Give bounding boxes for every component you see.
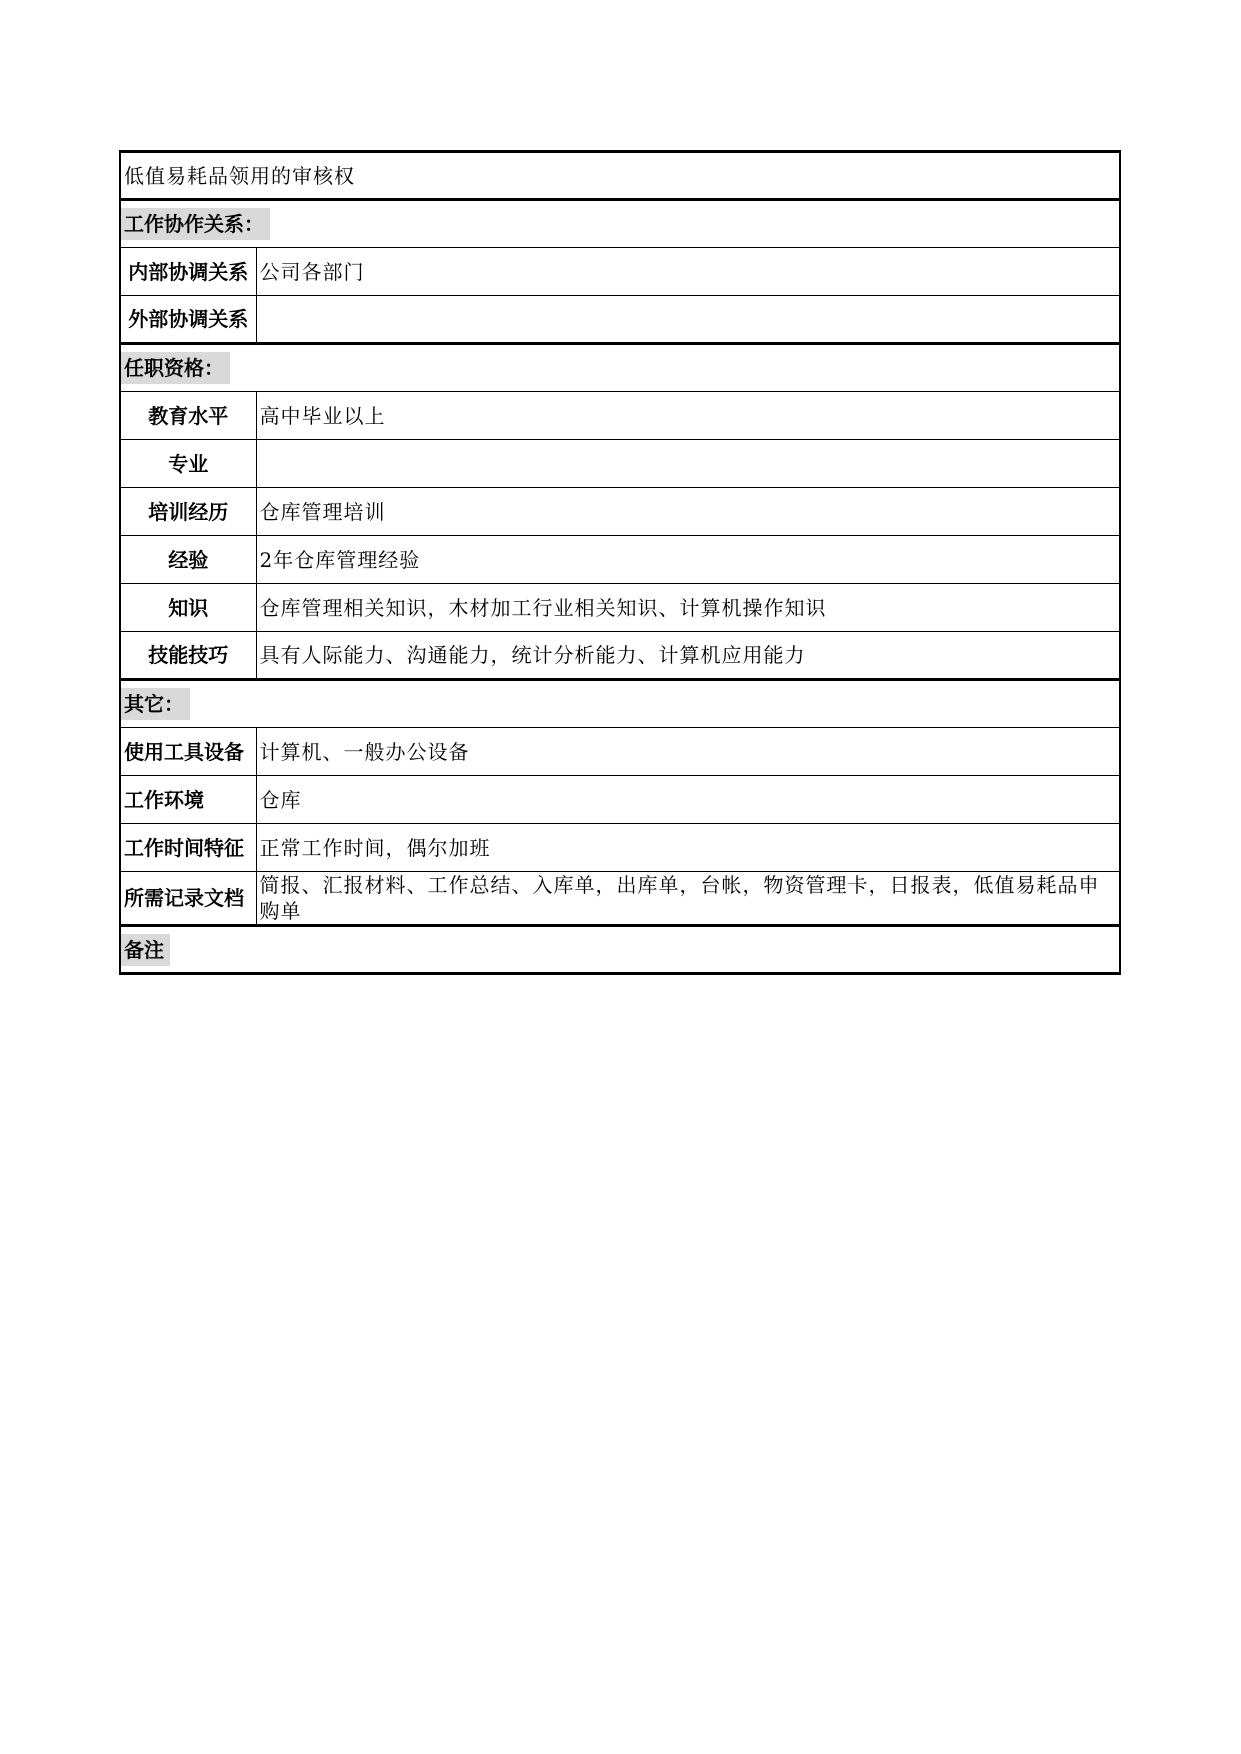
section-title-other: 其它： bbox=[121, 688, 190, 720]
section-title-cooperation: 工作协作关系： bbox=[121, 208, 270, 240]
row-value-major bbox=[256, 440, 1120, 488]
table-row bbox=[120, 824, 1120, 872]
row-value-work-time: 正常工作时间，偶尔加班 bbox=[256, 824, 1120, 872]
row-label-education: 教育水平 bbox=[120, 392, 256, 440]
section-other bbox=[120, 680, 1120, 728]
row-label-knowledge: 知识 bbox=[120, 584, 256, 632]
row-label-environment: 工作环境 bbox=[120, 776, 256, 824]
row-label-documents: 所需记录文档 bbox=[120, 872, 256, 926]
table-row bbox=[120, 776, 1120, 824]
row-value-experience: 2年仓库管理经验 bbox=[256, 536, 1120, 584]
row-value-education: 高中毕业以上 bbox=[256, 392, 1120, 440]
table-row bbox=[120, 248, 1120, 296]
row-value-skills: 具有人际能力、沟通能力，统计分析能力、计算机应用能力 bbox=[256, 632, 1120, 680]
job-description-table bbox=[119, 150, 1121, 975]
table-row bbox=[120, 488, 1120, 536]
table-row bbox=[120, 296, 1120, 344]
section-title-remarks: 备注 bbox=[121, 934, 170, 966]
row-label-internal: 内部协调关系 bbox=[120, 248, 256, 296]
table-row bbox=[120, 584, 1120, 632]
row-value-training: 仓库管理培训 bbox=[256, 488, 1120, 536]
section-cooperation bbox=[120, 200, 1120, 248]
table-row bbox=[120, 632, 1120, 680]
table-row bbox=[120, 728, 1120, 776]
row-label-external: 外部协调关系 bbox=[120, 296, 256, 344]
top-row bbox=[120, 152, 1120, 200]
top-row-text: 低值易耗品领用的审核权 bbox=[120, 152, 1120, 200]
section-title-qualification: 任职资格： bbox=[121, 352, 230, 384]
row-label-major: 专业 bbox=[120, 440, 256, 488]
table-row bbox=[120, 392, 1120, 440]
row-value-knowledge: 仓库管理相关知识，木材加工行业相关知识、计算机操作知识 bbox=[256, 584, 1120, 632]
row-value-external bbox=[256, 296, 1120, 344]
row-value-internal: 公司各部门 bbox=[256, 248, 1120, 296]
row-label-experience: 经验 bbox=[120, 536, 256, 584]
table-row bbox=[120, 536, 1120, 584]
row-label-tools: 使用工具设备 bbox=[120, 728, 256, 776]
row-label-work-time: 工作时间特征 bbox=[120, 824, 256, 872]
row-label-skills: 技能技巧 bbox=[120, 632, 256, 680]
section-qualification bbox=[120, 344, 1120, 392]
section-remarks bbox=[120, 926, 1120, 974]
row-value-environment: 仓库 bbox=[256, 776, 1120, 824]
table-row bbox=[120, 872, 1120, 926]
row-value-tools: 计算机、一般办公设备 bbox=[256, 728, 1120, 776]
row-value-documents: 简报、汇报材料、工作总结、入库单，出库单，台帐，物资管理卡，日报表，低值易耗品申购单 bbox=[256, 872, 1120, 926]
table-row bbox=[120, 440, 1120, 488]
row-label-training: 培训经历 bbox=[120, 488, 256, 536]
